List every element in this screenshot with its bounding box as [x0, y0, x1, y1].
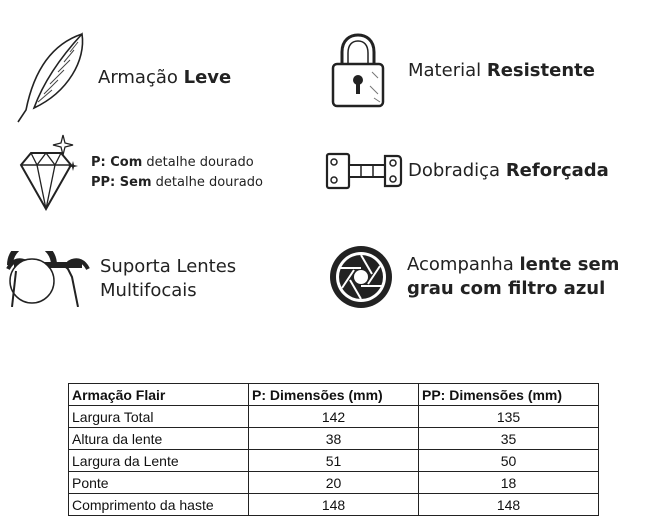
value-pp: 135	[419, 406, 599, 428]
padlock-icon	[328, 32, 388, 110]
feature-multifocal-lenses	[6, 251, 236, 307]
row-label: Ponte	[69, 472, 249, 494]
hinge-icon	[325, 148, 403, 194]
value-p: 148	[249, 494, 419, 516]
table-row	[69, 450, 599, 472]
label-text: Material	[408, 60, 487, 81]
feature-blue-filter-lens	[328, 244, 619, 310]
label-bold: lente sem	[519, 254, 620, 275]
label-bold: Leve	[183, 67, 232, 88]
value-p: 38	[249, 428, 419, 450]
feature-light-frame	[12, 30, 231, 126]
dimensions-table	[68, 383, 599, 516]
aperture-icon	[328, 244, 394, 310]
size-pp-line	[91, 173, 263, 193]
table-row	[69, 428, 599, 450]
row-label: Largura da Lente	[69, 450, 249, 472]
label-text: Acompanha	[407, 254, 520, 275]
label-line1	[407, 253, 619, 277]
header-size-p: P: Dimensões (mm)	[249, 384, 419, 406]
value-pp: 35	[419, 428, 599, 450]
row-label: Altura da lente	[69, 428, 249, 450]
feature-resistant-material	[328, 32, 595, 110]
value-pp: 50	[419, 450, 599, 472]
size-p-bold: P: Com	[91, 155, 143, 170]
size-pp-text: detalhe dourado	[151, 175, 263, 190]
label-bold: Reforçada	[505, 160, 609, 181]
table-row	[69, 472, 599, 494]
value-p: 142	[249, 406, 419, 428]
row-label: Comprimento da haste	[69, 494, 249, 516]
feature-resistant-material-label	[408, 59, 595, 83]
feature-golden-detail	[15, 133, 263, 213]
table-row	[69, 494, 599, 516]
value-p: 20	[249, 472, 419, 494]
size-p-line	[91, 153, 263, 173]
feature-golden-detail-label	[91, 153, 263, 193]
feature-blue-filter-lens-label	[407, 253, 619, 301]
feature-light-frame-label	[98, 66, 231, 90]
table-row	[69, 406, 599, 428]
value-p: 51	[249, 450, 419, 472]
label-text: Dobradiça	[408, 160, 506, 181]
size-pp-bold: PP: Sem	[91, 175, 152, 190]
header-size-pp: PP: Dimensões (mm)	[419, 384, 599, 406]
label-bold: Resistente	[486, 60, 595, 81]
value-pp: 18	[419, 472, 599, 494]
value-pp: 148	[419, 494, 599, 516]
feature-reinforced-hinge-label	[408, 159, 609, 183]
feature-reinforced-hinge	[325, 148, 609, 194]
size-p-text: detalhe dourado	[142, 155, 254, 170]
row-label: Largura Total	[69, 406, 249, 428]
label-line2: Multifocais	[100, 280, 197, 301]
label-line1: Suporta Lentes	[100, 256, 237, 277]
feather-icon	[12, 30, 88, 126]
label-line2: grau com filtro azul	[407, 278, 606, 299]
feature-multifocal-lenses-label	[100, 255, 236, 303]
glasses-icon	[6, 251, 90, 307]
label-text: Armação	[98, 67, 184, 88]
diamond-icon	[15, 133, 81, 213]
table-header-row	[69, 384, 599, 406]
header-frame: Armação Flair	[69, 384, 249, 406]
